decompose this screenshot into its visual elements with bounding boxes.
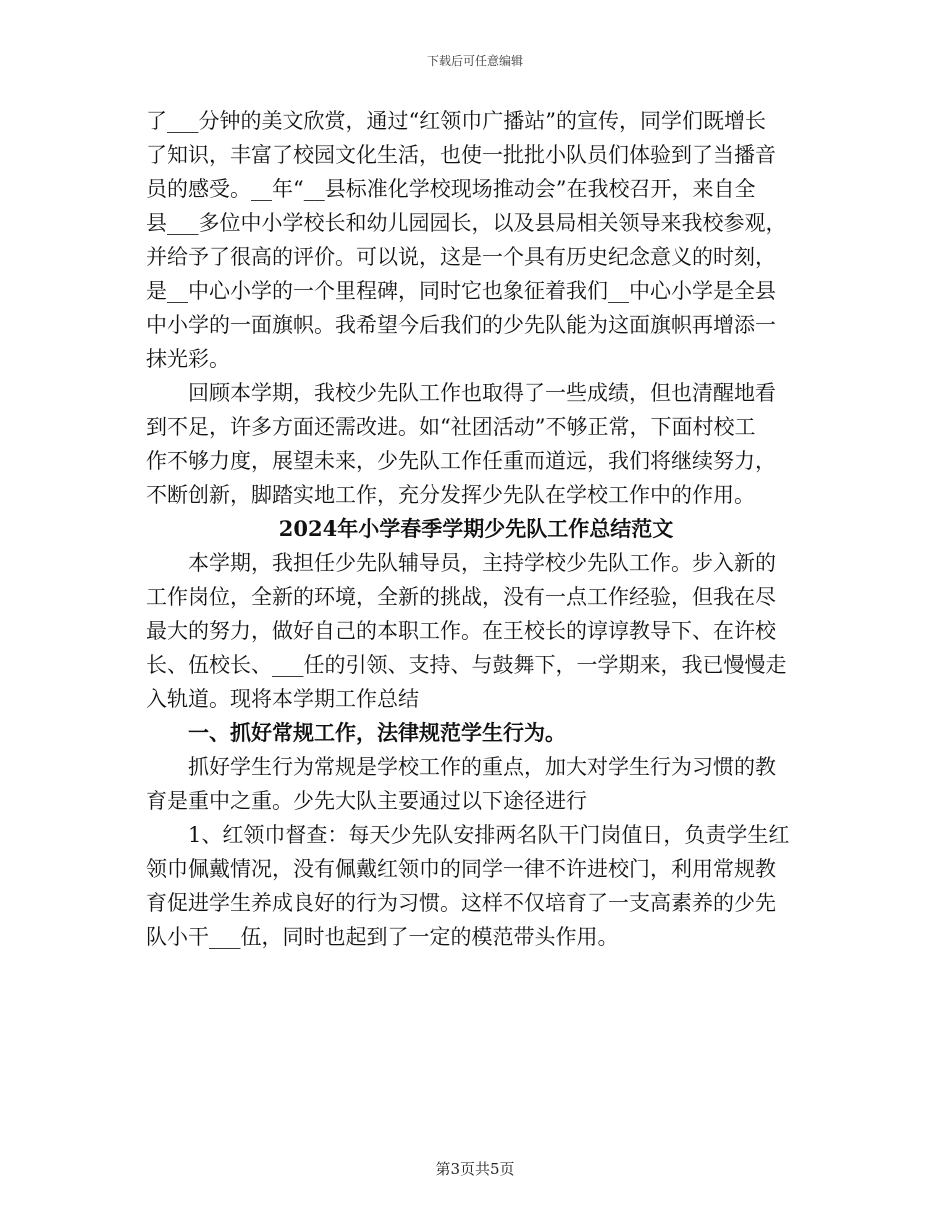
- text-line: 抹光彩。: [146, 347, 230, 371]
- page-number: 第3页共5页: [435, 1160, 515, 1178]
- text-line: 作不够力度，展望未来，少先队工作任重而道远，我们将继续努力，: [146, 449, 776, 473]
- text-line: 是__中心小学的一个里程碑，同时它也象征着我们__中心小学是全县: [146, 279, 776, 303]
- text-line: 长、伍校长、___任的引领、支持、与鼓舞下，一学期来，我已慢慢走: [146, 653, 787, 677]
- text-line: 本学期，我担任少先队辅导员，主持学校少先队工作。步入新的: [188, 551, 776, 575]
- document-body: [146, 104, 806, 954]
- text-line: 到不足，许多方面还需改进。如“社团活动”不够正常，下面村校工: [146, 415, 756, 439]
- text-line: 并给予了很高的评价。可以说，这是一个具有历史纪念意义的时刻，: [146, 245, 776, 269]
- text-line: 入轨道。现将本学期工作总结: [146, 687, 419, 711]
- text-line: 抓好学生行为常规是学校工作的重点，加大对学生行为习惯的教: [188, 755, 776, 779]
- text-line: 领巾佩戴情况，没有佩戴红领巾的同学一律不许进校门，利用常规教: [146, 857, 776, 881]
- text-line: 县___多位中小学校长和幼儿园园长，以及县局相关领导来我校参观，: [146, 211, 787, 235]
- text-line: 育是重中之重。少先大队主要通过以下途径进行: [146, 789, 587, 813]
- text-line: 一、抓好常规工作，法律规范学生行为。: [188, 720, 566, 745]
- text-line: 员的感受。__年“__县标准化学校现场推动会”在我校召开，来自全: [146, 177, 756, 201]
- text-line: 回顾本学期，我校少先队工作也取得了一些成绩，但也清醒地看: [188, 381, 776, 405]
- text-line: 工作岗位，全新的环境，全新的挑战，没有一点工作经验，但我在尽: [146, 585, 776, 609]
- text-line: 了___分钟的美文欣赏，通过“红领巾广播站”的宣传，同学们既增长: [146, 109, 766, 133]
- text-line: 队小干___伍，同时也起到了一定的模范带头作用。: [146, 925, 619, 949]
- section-title: 2024年小学春季学期少先队工作总结范文: [278, 516, 674, 541]
- text-line: 育促进学生养成良好的行为习惯。这样不仅培育了一支高素养的少先: [146, 891, 776, 915]
- text-line: 1、红领巾督查：每天少先队安排两名队干门岗值日，负责学生红: [188, 823, 790, 847]
- text-line: 最大的努力，做好自己的本职工作。在王校长的谆谆教导下、在许校: [146, 619, 776, 643]
- text-line: 不断创新，脚踏实地工作，充分发挥少先队在学校工作中的作用。: [146, 483, 755, 507]
- text-line: 中小学的一面旗帜。我希望今后我们的少先队能为这面旗帜再增添一: [146, 313, 776, 337]
- text-line: 了知识，丰富了校园文化生活，也使一批批小队员们体验到了当播音: [146, 143, 776, 167]
- page-header: 下载后可任意编辑: [426, 54, 523, 68]
